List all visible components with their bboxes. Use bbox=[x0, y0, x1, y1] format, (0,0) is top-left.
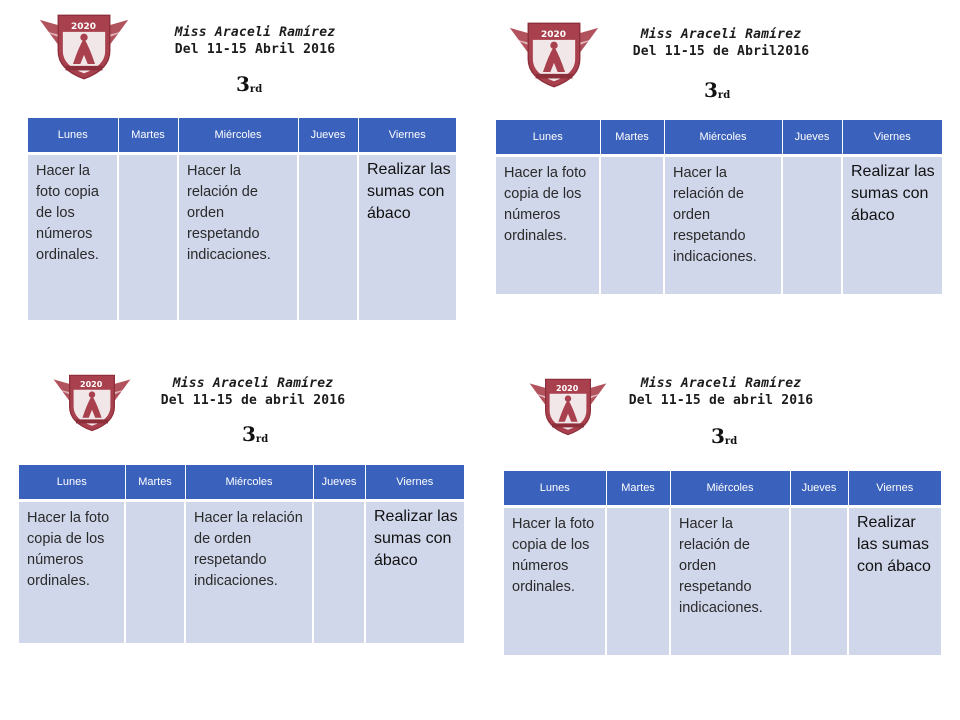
task-cell-martes bbox=[118, 154, 178, 320]
panel-header bbox=[606, 375, 836, 409]
day-header-viernes: Viernes bbox=[848, 471, 941, 507]
task-cell-miercoles bbox=[185, 501, 313, 643]
school-crest-logo bbox=[52, 372, 132, 434]
day-header-viernes: Viernes bbox=[358, 118, 456, 154]
day-header-jueves: Jueves bbox=[790, 471, 848, 507]
day-header-lunes: Lunes bbox=[504, 471, 606, 507]
logo-year-text: 2020 bbox=[80, 380, 103, 389]
weekly-task-table bbox=[19, 465, 464, 643]
day-header-miercoles: Miércoles bbox=[178, 118, 298, 154]
task-cell-viernes bbox=[365, 501, 464, 643]
panel-header bbox=[140, 24, 370, 58]
task-cell-viernes bbox=[358, 154, 456, 320]
task-cell-jueves bbox=[790, 507, 848, 655]
grade-number: 3 bbox=[704, 78, 718, 102]
task-cell-martes bbox=[606, 507, 670, 655]
weekly-task-table bbox=[496, 120, 942, 294]
task-cell-jueves bbox=[298, 154, 358, 320]
task-text-viernes: Realizar las sumas con ábaco bbox=[851, 163, 935, 224]
day-header-martes: Martes bbox=[600, 120, 664, 156]
panel-header bbox=[606, 26, 836, 60]
day-header-miercoles: Miércoles bbox=[664, 120, 782, 156]
day-header-martes: Martes bbox=[118, 118, 178, 154]
day-header-viernes: Viernes bbox=[842, 120, 942, 156]
logo-year-text: 2020 bbox=[71, 22, 97, 32]
task-text-lunes: Hacer la foto copia de los números ordinales. bbox=[27, 510, 110, 589]
task-cell-miercoles bbox=[670, 507, 790, 655]
grade-suffix: rd bbox=[249, 84, 263, 95]
logo-year-text: 2020 bbox=[556, 384, 579, 393]
day-header-lunes: Lunes bbox=[496, 120, 600, 156]
grade-number: 3 bbox=[236, 72, 250, 96]
grade-suffix: rd bbox=[717, 90, 731, 101]
task-text-viernes: Realizar las sumas con ábaco bbox=[857, 514, 931, 575]
week-dates: Del 11-15 de Abril2016 bbox=[632, 44, 810, 59]
task-cell-jueves bbox=[313, 501, 365, 643]
week-dates: Del 11-15 Abril 2016 bbox=[174, 42, 336, 57]
task-cell-lunes bbox=[19, 501, 125, 643]
grade-label bbox=[242, 422, 268, 446]
teacher-name: Miss Araceli Ramírez bbox=[172, 376, 334, 391]
task-cell-lunes bbox=[496, 156, 600, 294]
grade-label bbox=[236, 72, 262, 96]
day-header-lunes: Lunes bbox=[19, 465, 125, 501]
day-header-martes: Martes bbox=[125, 465, 185, 501]
task-text-miercoles: Hacer la relación de orden respetando indicaciones. bbox=[679, 516, 763, 616]
day-header-viernes: Viernes bbox=[365, 465, 464, 501]
day-header-martes: Martes bbox=[606, 471, 670, 507]
week-dates: Del 11-15 de abril 2016 bbox=[160, 393, 346, 408]
school-crest-logo bbox=[508, 20, 600, 90]
task-cell-lunes bbox=[504, 507, 606, 655]
day-header-jueves: Jueves bbox=[782, 120, 842, 156]
school-crest-logo bbox=[528, 376, 608, 438]
task-text-viernes: Realizar las sumas con ábaco bbox=[367, 161, 451, 222]
grade-suffix: rd bbox=[724, 436, 738, 447]
task-text-lunes: Hacer la foto copia de los números ordinales. bbox=[512, 516, 595, 595]
task-cell-martes bbox=[125, 501, 185, 643]
school-crest-logo bbox=[38, 12, 130, 82]
task-cell-martes bbox=[600, 156, 664, 294]
task-cell-miercoles bbox=[664, 156, 782, 294]
grade-number: 3 bbox=[242, 422, 256, 446]
weekly-task-table bbox=[504, 471, 941, 655]
task-text-miercoles: Hacer la relación de orden respetando indicaciones. bbox=[194, 510, 303, 589]
panel-header bbox=[138, 375, 368, 409]
teacher-name: Miss Araceli Ramírez bbox=[640, 27, 802, 42]
task-text-miercoles: Hacer la relación de orden respetando indicaciones. bbox=[673, 165, 757, 265]
grade-suffix: rd bbox=[255, 434, 269, 445]
grade-label bbox=[711, 424, 737, 448]
task-cell-lunes bbox=[28, 154, 118, 320]
task-cell-viernes bbox=[842, 156, 942, 294]
day-header-miercoles: Miércoles bbox=[185, 465, 313, 501]
task-cell-miercoles bbox=[178, 154, 298, 320]
day-header-jueves: Jueves bbox=[313, 465, 365, 501]
task-cell-viernes bbox=[848, 507, 941, 655]
task-text-lunes: Hacer la foto copia de los números ordinales. bbox=[36, 163, 99, 263]
week-dates: Del 11-15 de abril 2016 bbox=[628, 393, 814, 408]
grade-number: 3 bbox=[711, 424, 725, 448]
day-header-miercoles: Miércoles bbox=[670, 471, 790, 507]
teacher-name: Miss Araceli Ramírez bbox=[640, 376, 802, 391]
logo-year-text: 2020 bbox=[541, 30, 567, 40]
task-text-lunes: Hacer la foto copia de los números ordinales. bbox=[504, 165, 587, 244]
grade-label bbox=[704, 78, 730, 102]
teacher-name: Miss Araceli Ramírez bbox=[174, 25, 336, 40]
task-text-miercoles: Hacer la relación de orden respetando indicaciones. bbox=[187, 163, 271, 263]
task-text-viernes: Realizar las sumas con ábaco bbox=[374, 508, 458, 569]
day-header-lunes: Lunes bbox=[28, 118, 118, 154]
task-cell-jueves bbox=[782, 156, 842, 294]
weekly-task-table bbox=[28, 118, 456, 320]
day-header-jueves: Jueves bbox=[298, 118, 358, 154]
